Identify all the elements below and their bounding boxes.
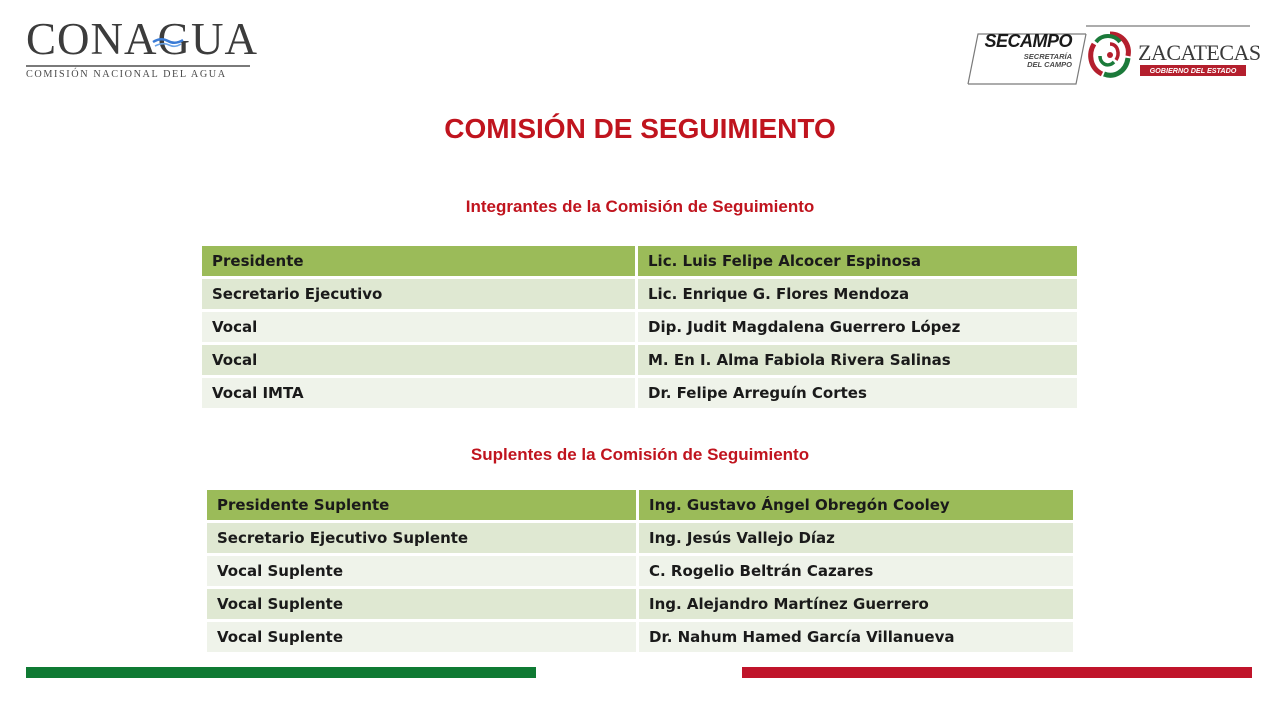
table-row bbox=[207, 589, 1073, 622]
role-cell: Vocal Suplente bbox=[207, 556, 636, 589]
role-cell: Presidente Suplente bbox=[207, 490, 636, 523]
name-cell: Dr. Felipe Arreguín Cortes bbox=[635, 378, 1077, 411]
role-cell: Secretario Ejecutivo bbox=[202, 279, 635, 312]
name-cell: Ing. Gustavo Ángel Obregón Cooley bbox=[636, 490, 1073, 523]
table-row bbox=[202, 378, 1077, 411]
secampo-subtitle-line1: SECRETARÍA bbox=[1023, 52, 1072, 61]
table-row bbox=[202, 345, 1077, 378]
role-cell: Vocal bbox=[202, 345, 635, 378]
role-cell: Vocal bbox=[202, 312, 635, 345]
table-row bbox=[207, 523, 1073, 556]
table-row bbox=[207, 556, 1073, 589]
role-cell: Presidente bbox=[202, 246, 635, 279]
table-row bbox=[207, 490, 1073, 523]
footer-red-bar bbox=[742, 667, 1252, 678]
members-heading: Integrantes de la Comisión de Seguimiento bbox=[465, 197, 815, 216]
name-cell: Lic. Enrique G. Flores Mendoza bbox=[635, 279, 1077, 312]
conagua-wordmark: CONAGUA bbox=[26, 14, 258, 64]
name-cell: Dr. Nahum Hamed García Villanueva bbox=[636, 622, 1073, 655]
zacatecas-swirl-icon bbox=[1084, 28, 1136, 82]
secampo-zacatecas-logo bbox=[966, 24, 1261, 86]
alternates-heading: Suplentes de la Comisión de Seguimiento bbox=[470, 445, 810, 464]
role-cell: Vocal Suplente bbox=[207, 622, 636, 655]
zacatecas-name: ZACATECAS bbox=[1138, 40, 1261, 65]
alternates-table bbox=[207, 490, 1073, 655]
table-row bbox=[207, 622, 1073, 655]
name-cell: C. Rogelio Beltrán Cazares bbox=[636, 556, 1073, 589]
table-row bbox=[202, 279, 1077, 312]
members-table bbox=[202, 246, 1077, 411]
conagua-subtitle: COMISIÓN NACIONAL DEL AGUA bbox=[26, 69, 227, 80]
table-row bbox=[202, 312, 1077, 345]
footer-green-bar bbox=[26, 667, 536, 678]
role-cell: Secretario Ejecutivo Suplente bbox=[207, 523, 636, 556]
name-cell: Ing. Jesús Vallejo Díaz bbox=[636, 523, 1073, 556]
page-title: COMISIÓN DE SEGUIMIENTO bbox=[444, 113, 836, 144]
secampo-name: SECAMPO bbox=[984, 31, 1072, 51]
role-cell: Vocal IMTA bbox=[202, 378, 635, 411]
name-cell: Dip. Judit Magdalena Guerrero López bbox=[635, 312, 1077, 345]
name-cell: Ing. Alejandro Martínez Guerrero bbox=[636, 589, 1073, 622]
role-cell: Vocal Suplente bbox=[207, 589, 636, 622]
conagua-logo bbox=[26, 16, 256, 82]
conagua-divider bbox=[26, 65, 250, 67]
zacatecas-subtitle: GOBIERNO DEL ESTADO bbox=[1140, 65, 1246, 76]
secampo-subtitle-line2: DEL CAMPO bbox=[1027, 60, 1072, 69]
name-cell: M. En I. Alma Fabiola Rivera Salinas bbox=[635, 345, 1077, 378]
table-row bbox=[202, 246, 1077, 279]
name-cell: Lic. Luis Felipe Alcocer Espinosa bbox=[635, 246, 1077, 279]
wave-icon bbox=[151, 35, 185, 49]
